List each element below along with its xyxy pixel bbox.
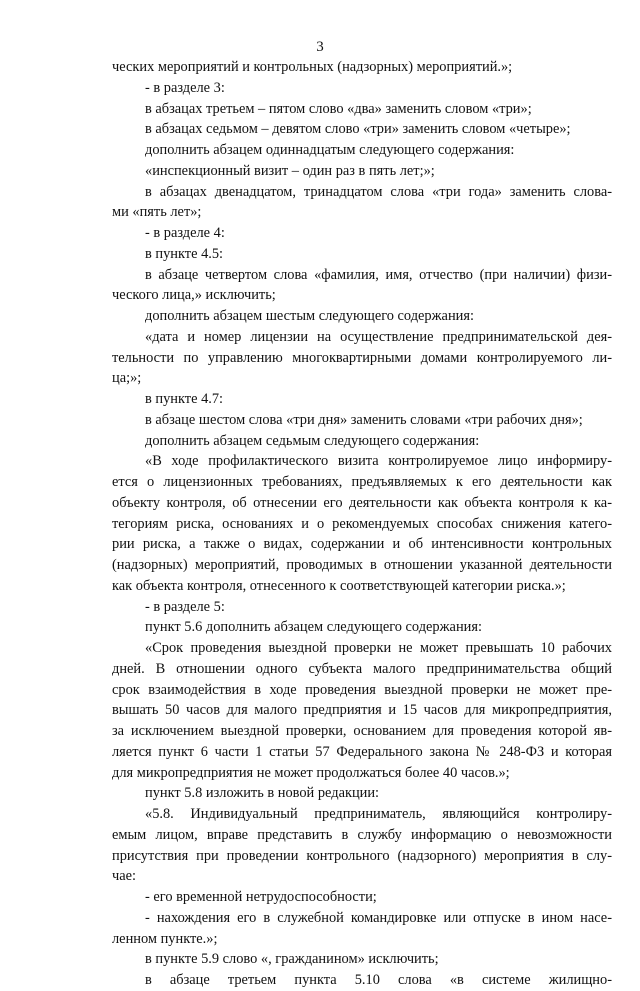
text-line: «Срок проведения выездной проверки не может превышать 10 рабочих (145, 640, 612, 656)
text-line: ца;»; (112, 370, 142, 387)
text-line: для микропредприятия не может продолжаться более 40 часов.»; (112, 764, 510, 781)
text-line: в пункте 4.7: (145, 391, 224, 407)
text-line: тегориям риска, основаниях и о рекомендуемых способах снижения катего- (112, 515, 612, 532)
text-line: в пункте 4.5: (145, 245, 224, 262)
text-line: «5.8. Индивидуальный предприниматель, являющийся контролиру- (145, 806, 612, 822)
text-line: в абзаце шестом слова «три дня» заменить словами «три рабочих дня»; (145, 411, 583, 428)
text-line: тельности по управлению многоквартирными домами контролируемого ли- (112, 349, 612, 366)
text-line: - его временной нетрудоспособности; (145, 889, 377, 905)
text-line: пункт 5.6 дополнить абзацем следующего содержания: (145, 619, 482, 636)
text-line: (надзорных) мероприятий, проводимых в отношении указанной деятельности (112, 557, 612, 573)
text-line: «В ходе профилактического визита контролируемое лицо информиру- (145, 453, 612, 470)
text-line: за исключением выездной проверки, основанием для проведения которой яв- (112, 723, 612, 739)
text-line: рии риска, а также о видах, содержании и об интенсивности контрольных (112, 536, 612, 553)
text-line: как объекта контроля, отнесенного к соответствующей категории риска.»; (112, 577, 566, 594)
text-line: емым лицом, вправе представить в службу информацию о невозможности (112, 826, 612, 843)
text-line: ческих мероприятий и контрольных (надзорных) мероприятий.»; (112, 59, 513, 75)
text-line: ческого лица,» исключить; (112, 287, 276, 304)
text-line: «инспекционный визит – один раз в пять лет;»; (145, 162, 435, 179)
page-number: 3 (316, 39, 324, 55)
text-line: присутствия при проведении контрольного (надзорного) мероприятия в слу- (112, 847, 612, 864)
text-line: пункт 5.8 изложить в новой редакции: (145, 785, 380, 802)
text-line: - в разделе 3: (145, 79, 225, 96)
text-line: - в разделе 4: (145, 225, 225, 241)
text-line: ляется пункт 6 части 1 статьи 57 Федерального закона № 248-ФЗ и которая (112, 743, 612, 760)
text-line: ется о лицензионных требованиях, предъявляемых к его деятельности как (112, 474, 612, 490)
text-line: ми «пять лет»; (112, 204, 202, 221)
text-line: ленном пункте.»; (112, 930, 218, 947)
text-line: в абзаце третьем пункта 5.10 слова «в системе жилищно- (145, 972, 612, 988)
text-line: срок взаимодействия в ходе проведения выездной проверки не может пре- (112, 681, 612, 698)
document-body (112, 57, 612, 991)
text-line: объекту контроля, об отнесении его деятельности как объекта контроля к ка- (112, 494, 612, 511)
text-line: дополнить абзацем шестым следующего содержания: (145, 308, 474, 324)
text-line: в абзаце четвертом слова «фамилия, имя, отчество (при наличии) физи- (145, 266, 612, 283)
text-line: - в разделе 5: (145, 598, 225, 615)
text-line: дней. В отношении одного субъекта малого предпринимательства общий (112, 660, 612, 677)
text-line: «дата и номер лицензии на осуществление предпринимательской дея- (145, 328, 612, 345)
text-line: в абзацах двенадцатом, тринадцатом слова «три года» заменить слова- (145, 183, 612, 200)
text-line: чае: (112, 868, 137, 885)
text-line: в абзацах третьем – пятом слово «два» заменить словом «три»; (145, 100, 532, 117)
text-line: вышать 50 часов для малого предприятия и 15 часов для микропредприятия, (112, 702, 612, 719)
text-line: дополнить абзацем одиннадцатым следующего содержания: (145, 142, 515, 158)
text-line: в пункте 5.9 слово «, гражданином» исключить; (145, 951, 439, 968)
text-line: дополнить абзацем седьмым следующего содержания: (145, 432, 480, 449)
text-line: - нахождения его в служебной командировке или отпуске в ином насе- (145, 909, 612, 926)
text-line: в абзацах седьмом – девятом слово «три» заменить словом «четыре»; (145, 121, 571, 138)
